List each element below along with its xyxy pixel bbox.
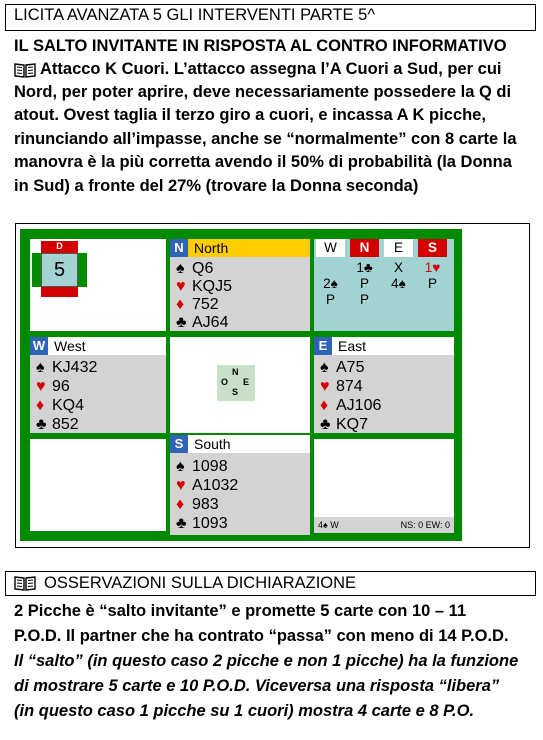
bid: P: [325, 292, 335, 307]
hand-west: [30, 337, 166, 433]
club-icon: ♣: [176, 314, 187, 331]
hand-row-spades: [176, 457, 228, 476]
heart-icon: ♥: [36, 378, 46, 395]
score: NS: 0 EW: 0: [400, 520, 450, 530]
diamond-icon: ♦: [320, 397, 329, 414]
card-list: 1093: [192, 515, 228, 532]
hand-row-clubs: [176, 514, 228, 533]
hand-row-spades: [176, 259, 213, 278]
card-list: 1098: [192, 458, 228, 475]
board-diagram: [20, 229, 462, 541]
hand-row-clubs: [176, 313, 228, 332]
bid: 4♠: [391, 276, 406, 291]
player-name: East: [338, 338, 367, 354]
open-book-icon: [14, 62, 36, 78]
position-badge: E: [314, 337, 332, 355]
hand-east: [314, 337, 454, 433]
hand-row-clubs: [320, 415, 368, 434]
open-book-icon: [14, 575, 36, 591]
bid: 1♥: [424, 260, 441, 275]
card-list: KQ4: [52, 397, 85, 414]
section-subtitle: IL SALTO INVITANTE IN RISPOSTA AL CONTRO INFORMATIVO: [14, 37, 507, 55]
observation-line: di mostrare 5 carte e 10 P.O.D. Viceversa una risposta “libera”: [14, 677, 500, 695]
intro-line: in Sud) a fronte del 27% (trovare la Donna seconda): [14, 177, 419, 195]
section-title: OSSERVAZIONI SULLA DICHIARAZIONE: [44, 574, 357, 592]
auction-header-north: N: [350, 239, 379, 257]
diamond-icon: ♦: [36, 397, 45, 414]
hand-header: [170, 435, 310, 453]
auction-header-west: W: [316, 239, 345, 257]
player-name: West: [54, 338, 86, 354]
hand-row-hearts: [320, 377, 363, 396]
bid: 1♣: [356, 260, 373, 275]
spade-icon: ♠: [176, 260, 185, 277]
compass: [217, 365, 255, 401]
club-icon: ♣: [36, 416, 47, 433]
auction-table: [314, 239, 454, 331]
auction-header-east: E: [384, 239, 413, 257]
hand-row-diamonds: [320, 396, 381, 415]
board-info-cell: [30, 239, 166, 331]
hand-row-diamonds: [176, 495, 219, 514]
intro-line: atout. Ovest taglia il terzo giro a cuori, e incassa A K picche,: [14, 106, 486, 124]
card-list: 874: [336, 378, 363, 395]
card-list: KQJ5: [192, 278, 233, 295]
heart-icon: ♥: [320, 378, 330, 395]
intro-line: manovra è la più corretta avendo il 50% di probabilità (la Donna: [14, 153, 512, 171]
heart-icon: ♥: [176, 477, 186, 494]
diamond-icon: ♦: [176, 496, 185, 513]
card-list: KJ432: [52, 359, 98, 376]
hand-row-hearts: [36, 377, 70, 396]
observation-line: Il “salto” (in questo caso 2 picche e non 1 picche) ha la funzione: [14, 652, 519, 670]
card-list: 852: [52, 416, 79, 433]
observation-line: 2 Picche è “salto invitante” e promette 5 carte con 10 – 11: [14, 602, 467, 620]
player-name: South: [194, 436, 231, 452]
observation-line: (in questo caso 1 picche su 1 cuori) mostra 4 carte e 8 P.O.: [14, 702, 475, 720]
card-list: AJ106: [336, 397, 382, 414]
spade-icon: ♠: [176, 458, 185, 475]
card-list: 96: [52, 378, 70, 395]
hand-header: [314, 337, 454, 355]
card-list: 752: [192, 296, 219, 313]
compass-north: N: [232, 367, 239, 377]
card-list: A1032: [192, 477, 239, 494]
card-list: KQ7: [336, 416, 369, 433]
position-badge: W: [30, 337, 48, 355]
heart-icon: ♥: [176, 278, 186, 295]
compass-west: O: [221, 377, 229, 387]
card-list: 983: [192, 496, 219, 513]
hand-row-clubs: [36, 415, 79, 434]
bid: P: [359, 276, 369, 291]
empty-cell: [30, 439, 166, 531]
hand-north: [170, 239, 310, 331]
result-cell: [314, 439, 454, 533]
hand-row-hearts: [176, 277, 232, 296]
player-name: North: [194, 240, 229, 256]
result-bar: [314, 517, 454, 533]
hand-header: [30, 337, 166, 355]
intro-line: rinunciando all’impasse, anche se “normalmente” con 8 carte la: [14, 130, 517, 148]
page-title: LICITA AVANZATA 5 GLI INTERVENTI PARTE 5^: [14, 6, 376, 24]
hand-row-hearts: [176, 476, 238, 495]
contract: 4♠ W: [318, 520, 339, 530]
board-number: 5: [41, 253, 78, 287]
compass-south: S: [232, 387, 239, 397]
dealer-marker: D: [56, 241, 63, 251]
bid: X: [393, 260, 403, 275]
bid: P: [359, 292, 369, 307]
card-list: Q6: [192, 260, 214, 277]
hand-row-spades: [36, 358, 97, 377]
club-icon: ♣: [320, 416, 331, 433]
spade-icon: ♠: [36, 359, 45, 376]
table-center: [170, 337, 310, 433]
card-list: AJ64: [192, 314, 229, 331]
auction-header-south: S: [418, 239, 447, 257]
hand-row-diamonds: [36, 396, 84, 415]
intro-line: Nord, per poter aprire, deve necessariamente possedere la Q di: [14, 83, 512, 101]
intro-line: Attacco K Cuori. L’attacco assegna l’A Cuori a Sud, per cui: [40, 60, 502, 78]
position-badge: S: [170, 435, 188, 453]
hand-south: [170, 435, 310, 535]
diamond-icon: ♦: [176, 296, 185, 313]
compass-east: E: [243, 377, 250, 387]
bid: 2♠: [323, 276, 338, 291]
position-badge: N: [170, 239, 188, 257]
bid: P: [427, 276, 437, 291]
spade-icon: ♠: [320, 359, 329, 376]
club-icon: ♣: [176, 515, 187, 532]
observation-line: P.O.D. Il partner che ha contrato “passa” con meno di 14 P.O.D.: [14, 627, 509, 645]
hand-header: [170, 239, 310, 257]
hand-row-spades: [320, 358, 364, 377]
card-list: A75: [336, 359, 365, 376]
hand-row-diamonds: [176, 295, 219, 314]
